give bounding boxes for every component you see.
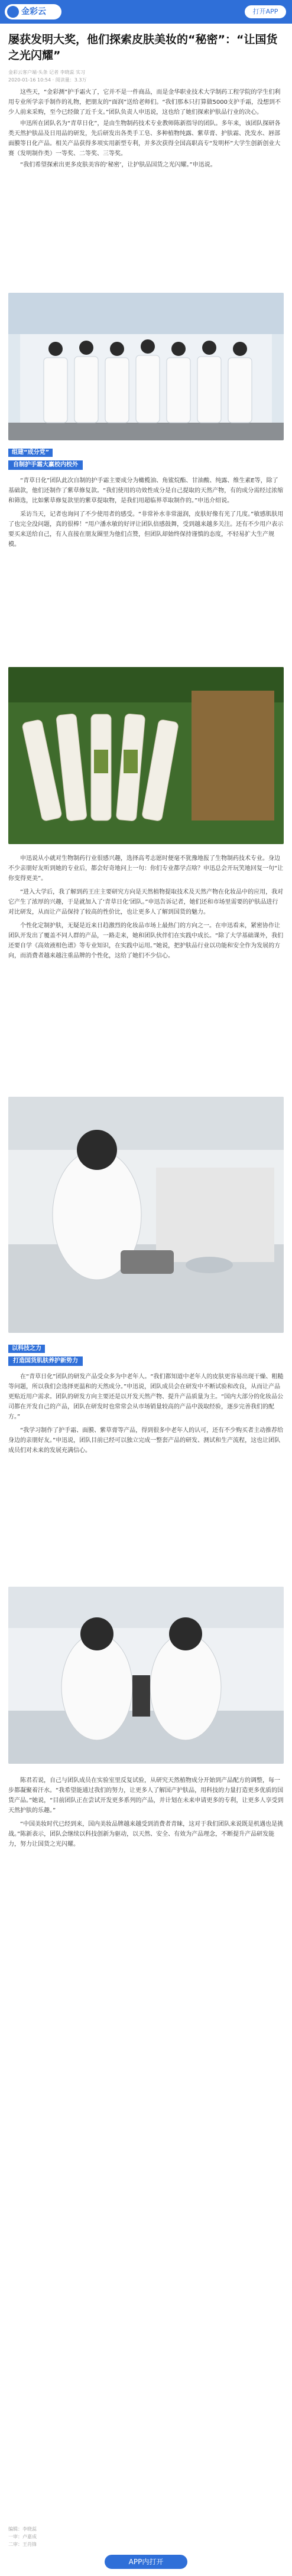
- section-subheading: 自制护手霜大赢校内校外: [8, 460, 83, 470]
- open-app-bottom-button[interactable]: APP内打开: [105, 2555, 187, 2569]
- section1-text-b: [8, 854, 284, 961]
- section2-text-b: [8, 1776, 284, 1849]
- team-photo-image: [8, 293, 284, 440]
- article-footer: [8, 2525, 37, 2548]
- microscope-image: [8, 1587, 284, 1764]
- section-subheading: 打造国货肌肤养护新势力: [8, 1356, 83, 1366]
- article-content: [8, 28, 284, 1848]
- section2-text-a: [8, 1372, 284, 1456]
- section1-paragraph: 采访当天，记者也询问了不少使用者的感受。“非常补水非常滋润，皮肤好像有光了几度。”敏感肌肤用了也完全没问题，真的很棒！“用户潘水敏的好评让团队倍感鼓舞，受到越来越多关注。还有不少用户表示要买来送给自己，有人直接在朋友圈里为他们点赞，但团队却始终保持谨慎的态度，不轻易扩大生产规模。: [8, 511, 284, 548]
- section-heading: 以科技之力: [8, 1345, 45, 1353]
- section1-paragraph: 申迅说从小就对生物制药行业很感兴趣，选择高考志愿时便毫不犹豫地报了生物制药技术专业。身边不少亲朋好友听到她的专业后，都会好奇地问上一句：你们专业都学点啥？申迅总会开玩笑地回复一句“让你变得更美”。: [8, 855, 284, 882]
- top-app-bar: [0, 0, 292, 24]
- intro-paragraph: 这些天，“金彩测”护手霜火了，它并不是一件商品，而是金华职业技术大学制药工程学院的学生们利用专业所学亲手制作的礼物，把朋友的“面润”送给老师们。“我们那本只打算做5000支护手霜，没想到不少人前来采购，至今已经做了近千支。”团队负责人申迅说，这也给了她们探索护肤品行业的决心。: [8, 89, 281, 116]
- section1-paragraph: “青草日化”团队此次自制的护手霜主要成分为橄榄油、角鲨烷酯、甘油酸、纯露、维生素E等，除了基础款，他们还制作了紫草修复款。“我们使用的功效性成分是自己提取的天然产物，有的成分需经过浓缩和筛选，比如紫草修复款里的紫草提取物，是我们用超临界萃取制作的。”申迅介绍说。: [8, 478, 284, 504]
- products-image: [8, 667, 284, 844]
- editor-line: 编辑：李晓蕊: [8, 2526, 37, 2532]
- section2-paragraph: 陈君若说，自己与团队成员在实验室里反复试验，从研究天然植物成分开始到产品配方的调整，每一步都凝聚着汗水。“我希望能通过我们的努力，让更多人了解国产护肤品，用科技的力量打造更多优质的国货产品。”她说，“目前团队正在尝试开发更多系列的产品，并计划在未来申请更多的专利，让更多人享受到天然护肤的乐趣。”: [8, 1777, 284, 1814]
- final-review-line: 二审：王肖锋: [8, 2542, 37, 2547]
- article-meta-time: 2020-01-16 10:54 · 阅读量：3.3万: [8, 77, 87, 83]
- intro-paragraph: 申迅所在团队名为“青草日化”，是由生物制药技术专业教师陈新指导的团队。多年来，该团队探研各类天然护肤品及日用品的研发，先后研发出各类手工皂、多种植物纯露、紫草膏、护肤霜、洗发水、唇部面膜等日化产品。相关产品获得多项实用新型专利，并多次获得全国高职高专“发明杯”大学生创新创业大赛（发明制作类）一等奖、二等奖、三等奖。: [8, 120, 281, 157]
- section2-paragraph: “我学习制作了护手霜、面膜、紫草膏等产品，得到很多中老年人的认可，还有不少购买者主动推荐给身边的亲朋好友。”申迅说，团队目前已经可以独立完成一整套产品的研发、测试和生产流程，这也让团队成员们对未来的发展充满信心。: [8, 1427, 284, 1454]
- section2-paragraph: 在“青草日化”团队的研发产品受众多为中老年人。“我们都知道中老年人的皮肤更容易出现干燥、粗糙等问题，所以我们会选择更温和的天然成分。”申迅说，团队成员会在研发中不断试验和改良，从而让产品更贴近用户需求。团队的研发方向主要还是以开发天然产物、提升产品质量为主。“国内大部分的化妆品公司都在开发自己的产品，团队在研发时也常常会从市场销量较高的产品中汲取经验，逐步完善我们的配方。”: [8, 1374, 284, 1420]
- intro-block: [8, 87, 284, 170]
- section-heading: 组建“成分党”: [8, 449, 53, 457]
- section2-paragraph: “中国美妆时代已经到来，国内美妆品牌越来越受到消费者青睐，这对于我们团队来说既是机遇也是挑战。”陈新表示，团队会继续以科技创新为驱动，以天然、安全、有效为产品理念，不断提升产品研发能力，努力让国货之光闪耀。: [8, 1821, 284, 1848]
- logo-text: 金彩云: [21, 7, 46, 17]
- section1-text-a: [8, 476, 284, 550]
- section1-paragraph: 个性化定制护肤，无疑是近来日趋激烈的化妆品市场上最热门的方向之一。在申迅看来，紧密协作让团队开发出了覆盖不同人群的产品，一路走来，她和团队伙伴们在实践中成长。“除了大学基础课外，我们还要自学《高效液相色谱》等专业知识，在实践中运用。”她说，把护肤品行业以功能和安全作为发展的方向，而消费者越来越注重品牌的个性化，这给了她们不少信心。: [8, 923, 284, 959]
- app-logo[interactable]: [5, 4, 61, 19]
- section1-paragraph: “进入大学后，我了解到药王庄主要研究方向是天然植物提取技术及天然产物在化妆品中的应用，我对它产生了浓厚的兴趣，于是就加入了‘青草日化’团队。”申迅告诉记者，她们还和市场里需要的护肤品进行对比研发，从而让产品保持了较高的性价比，也让更多人了解到国货的魅力。: [8, 889, 284, 916]
- review-line: 一审：卢嘉成: [8, 2534, 37, 2539]
- logo-mark-icon: [7, 6, 19, 18]
- intro-paragraph: “我们希望探索出更多皮肤美容的‘秘密’，让护肤品国货之光闪耀。”申迅说。: [20, 162, 216, 168]
- open-app-button[interactable]: 打开APP: [245, 5, 286, 18]
- article-title: 屡获发明大奖，他们探索皮肤美妆的“秘密”：“让国货之光闪耀”: [8, 33, 278, 62]
- article-meta-source: 金彩云客户端·头条 记者 李晓蕊 实习: [8, 70, 86, 75]
- lab-work-image: [8, 1097, 284, 1333]
